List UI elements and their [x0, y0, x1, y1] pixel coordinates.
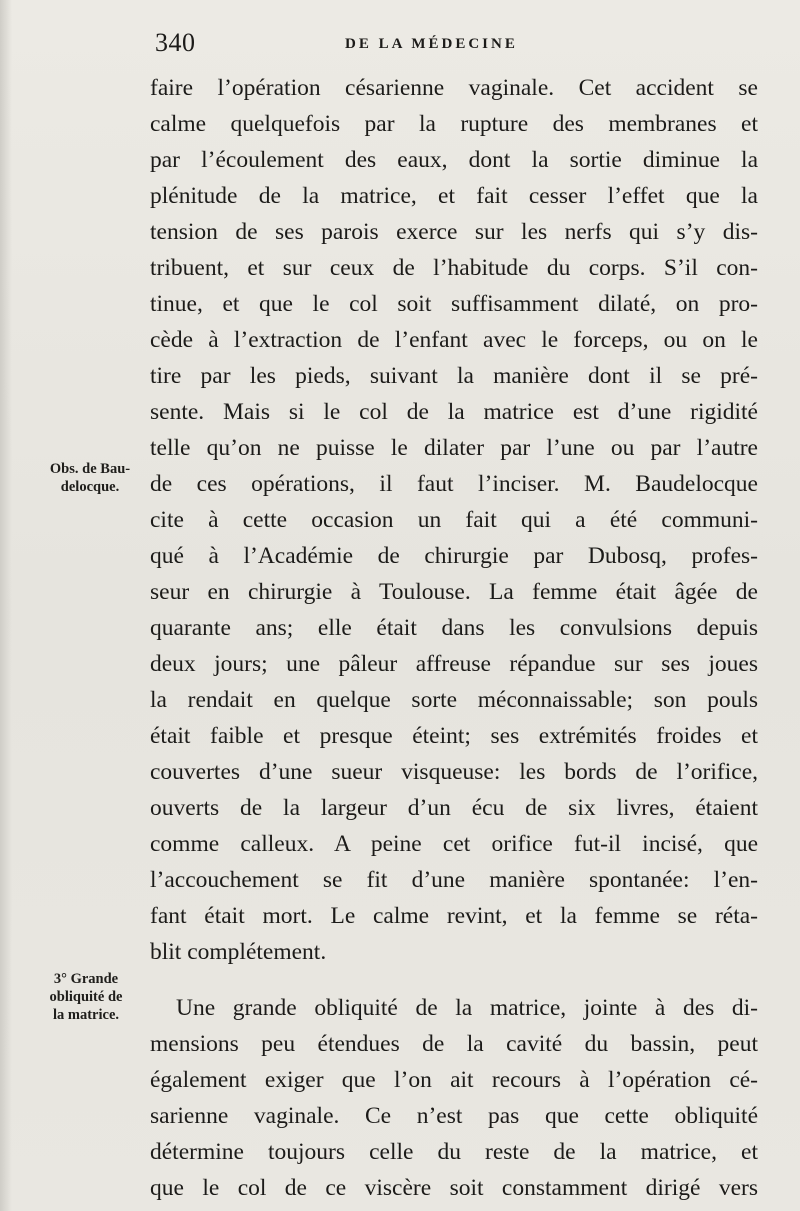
paragraph-gap: [150, 970, 758, 990]
margin-note-obs-baudelocque: [30, 460, 150, 496]
text-line: qué à l’Académie de chirurgie par Dubosq, profes-: [150, 543, 758, 569]
text-line: était faible et presque éteint; ses extrémités froides et: [150, 723, 758, 749]
margin-note-line: obliquité de: [49, 989, 123, 1005]
margin-note-line: 3° Grande: [53, 971, 119, 987]
page-edge-shadow: [0, 0, 12, 1211]
text-line: de ces opérations, il faut l’inciser. M. Baudelocque: [150, 471, 758, 497]
text-line: comme calleux. A peine cet orifice fut-il incisé, que: [150, 831, 758, 857]
text-line: quarante ans; elle était dans les convulsions depuis: [150, 615, 758, 641]
text-line: blit complétement.: [150, 939, 327, 965]
text-line: plénitude de la matrice, et fait cesser l’effet que la: [150, 183, 758, 209]
text-line: seur en chirurgie à Toulouse. La femme était âgée de: [150, 579, 758, 605]
margin-note-obliquite: [26, 970, 146, 1024]
text-line: tinue, et que le col soit suffisamment dilaté, on pro-: [150, 291, 758, 317]
text-line: deux jours; une pâleur affreuse répandue sur ses joues: [150, 651, 758, 677]
text-line: tribuent, et sur ceux de l’habitude du corps. S’il con-: [150, 255, 758, 281]
text-line: cède à l’extraction de l’enfant avec le forceps, ou on le: [150, 327, 758, 353]
margin-note-line: la matrice.: [52, 1007, 120, 1023]
text-line: calme quelquefois par la rupture des membranes et: [150, 111, 758, 137]
text-line: fant était mort. Le calme revint, et la femme se réta-: [150, 903, 758, 929]
text-line: mensions peu étendues de la cavité du bassin, peut: [150, 1031, 758, 1057]
paragraph: [150, 70, 758, 970]
text-line: tire par les pieds, suivant la manière dont il se pré-: [150, 363, 758, 389]
text-line: l’accouchement se fit d’une manière spontanée: l’en-: [150, 867, 758, 893]
text-line: cite à cette occasion un fait qui a été communi-: [150, 507, 758, 533]
text-line: que le col de ce viscère soit constamment dirigé vers: [150, 1175, 758, 1201]
body-text: [150, 70, 758, 1206]
paragraph: [150, 990, 758, 1206]
margin-note-line: Obs. de Bau-: [49, 461, 131, 477]
text-line: Une grande obliquité de la matrice, jointe à des di-: [176, 995, 758, 1021]
margin-note-line: delocque.: [60, 479, 120, 495]
text-line: couvertes d’une sueur visqueuse: les bords de l’orifice,: [150, 759, 758, 785]
text-line: sente. Mais si le col de la matrice est d’une rigidité: [150, 399, 758, 425]
text-line: par l’écoulement des eaux, dont la sortie diminue la: [150, 147, 758, 173]
text-line: détermine toujours celle du reste de la matrice, et: [150, 1139, 758, 1165]
text-line: faire l’opération césarienne vaginale. Cet accident se: [150, 75, 758, 101]
text-line: la rendait en quelque sorte méconnaissable; son pouls: [150, 687, 758, 713]
text-line: également exiger que l’on ait recours à l’opération cé-: [150, 1067, 758, 1093]
text-line: telle qu’on ne puisse le dilater par l’une ou par l’autre: [150, 435, 758, 461]
running-head: DE LA MÉDECINE: [345, 36, 518, 52]
text-line: tension de ses parois exerce sur les nerfs qui s’y dis-: [150, 219, 758, 245]
text-line: sarienne vaginale. Ce n’est pas que cette obliquité: [150, 1103, 758, 1129]
page-number: 340: [155, 28, 196, 57]
text-line: ouverts de la largeur d’un écu de six livres, étaient: [150, 795, 758, 821]
